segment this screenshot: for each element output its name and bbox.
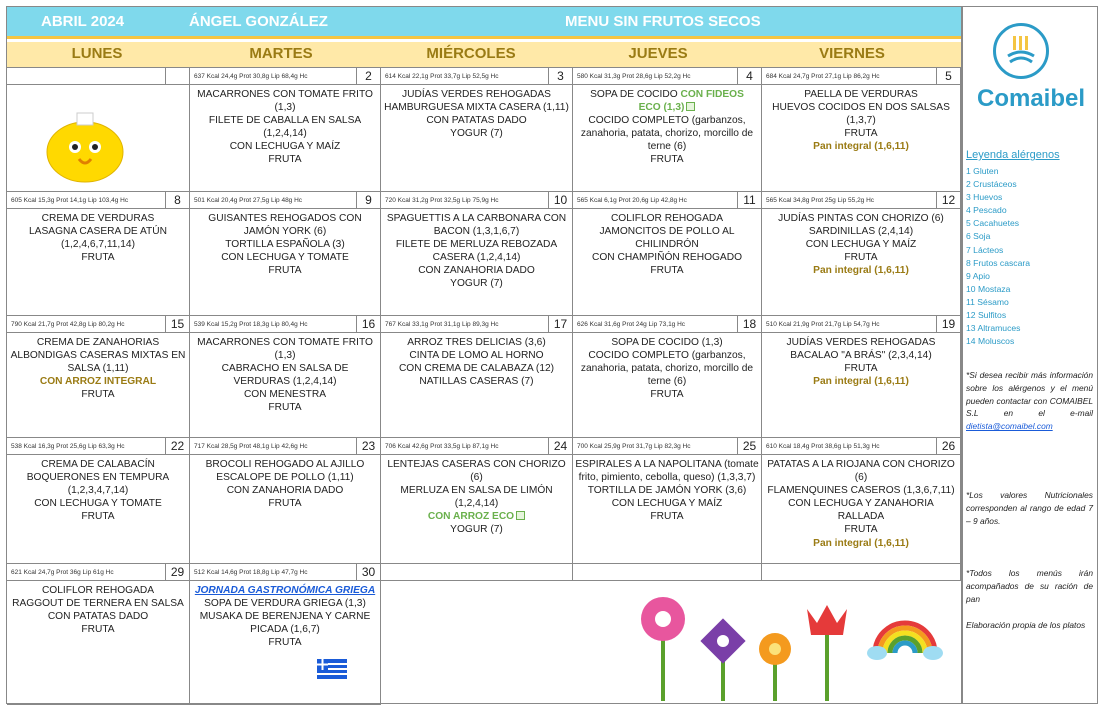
menu-line: LENTEJAS CASERAS CON CHORIZO (6) xyxy=(387,459,566,484)
empty-day-cell xyxy=(573,564,762,581)
nutrition-info: 580 Kcal 31,3g Prot 28,6g Lip 52,2g Hc xyxy=(573,68,738,85)
menu-line: MACARRONES CON TOMATE FRITO (1,3) xyxy=(197,89,373,114)
menu-line: JORNADA GASTRONÓMICA GRIEGA xyxy=(194,585,376,596)
allergen-item: 4 Pescado xyxy=(966,205,1007,216)
bread-note: *Todos los menús irán acompañados de su ración de pan xyxy=(966,568,1093,604)
day-cell xyxy=(190,192,381,316)
menu-line: PAELLA DE VERDURAS xyxy=(804,89,918,100)
menu-line: ARROZ TRES DELICIAS (3,6) xyxy=(407,337,546,348)
day-number: 18 xyxy=(737,316,761,333)
menu-calendar xyxy=(6,6,962,704)
menu-line: FRUTA xyxy=(268,402,302,414)
menu-line: FRUTA xyxy=(268,265,302,277)
homemade-note: Elaboración propia de los platos xyxy=(966,620,1086,630)
nutrition-info: 626 Kcal 31,6g Prot 24g Lip 73,1g Hc xyxy=(573,316,738,333)
menu-line: FRUTA xyxy=(268,498,302,510)
nutrition-info: 610 Kcal 18,4g Prot 38,6g Lip 51,3g Hc xyxy=(762,438,937,455)
email-link[interactable]: dietista@comaibel.com xyxy=(966,421,1053,432)
allergen-item: 11 Sésamo xyxy=(966,296,1009,307)
menu-line: PATATAS A LA RIOJANA CON CHORIZO (6) xyxy=(767,459,955,484)
menu-line: CON CREMA DE CALABAZA (12) xyxy=(398,363,555,375)
menu-line: CON MENESTRA xyxy=(243,389,327,401)
menu-line: CREMA DE ZANAHORIAS xyxy=(36,337,160,348)
allergen-item: 1 Gluten xyxy=(966,166,999,176)
day-cell xyxy=(762,438,961,564)
menu-line: CABRACHO EN SALSA DE VERDURAS (1,2,4,14) xyxy=(221,363,349,388)
day-cell xyxy=(381,316,573,438)
menu-line: FRUTA xyxy=(81,389,115,401)
menu-line: CON LECHUGA Y MAÍZ xyxy=(229,141,341,153)
allergen-item: 3 Huevos xyxy=(966,192,1003,203)
day-cell xyxy=(7,438,190,564)
menu-line: CON ARROZ INTEGRAL xyxy=(39,376,157,388)
day-number: 26 xyxy=(936,438,960,455)
menu-line: FRUTA xyxy=(844,128,878,140)
menu-line: ESCALOPE DE POLLO (1,11) xyxy=(216,472,354,484)
day-number: 10 xyxy=(548,192,572,209)
empty-day-cell xyxy=(381,564,573,581)
menu-line: FILETE DE CABALLA EN SALSA (1,2,4,14) xyxy=(208,115,362,140)
menu-line: SOPA DE VERDURA GRIEGA (1,3) xyxy=(204,598,366,610)
allergen-item: 5 Cacahuetes xyxy=(966,218,1020,229)
day-cell xyxy=(381,68,573,192)
menu-line: FRUTA xyxy=(844,363,878,375)
empty-day-cell xyxy=(762,564,961,581)
menu-line: FRUTA xyxy=(268,637,302,649)
menu-line: SARDINILLAS (2,4,14) xyxy=(808,226,914,238)
day-monday: LUNES xyxy=(71,45,123,62)
day-cell xyxy=(190,438,381,564)
menu-line: CON ZANAHORIA DADO xyxy=(418,265,535,277)
day-number: 3 xyxy=(548,68,572,85)
day-number: 25 xyxy=(737,438,761,455)
day-cell xyxy=(573,192,762,316)
menu-items xyxy=(764,88,958,153)
menu-line: SPAGUETTIS A LA CARBONARA CON BACON (1,3,1,6,7) xyxy=(386,213,567,238)
legend-title: Leyenda alérgenos xyxy=(966,149,1060,161)
day-number: 12 xyxy=(936,192,960,209)
allergen-item: 7 Lácteos xyxy=(966,244,1004,255)
allergen-item: 14 Moluscos xyxy=(966,336,1015,347)
greek-flag-icon xyxy=(317,659,347,679)
menu-line: CON LECHUGA Y TOMATE xyxy=(34,498,162,510)
day-cell xyxy=(7,192,190,316)
flowers-illustration xyxy=(635,591,855,703)
menu-line: MACARRONES CON TOMATE FRITO (1,3) xyxy=(197,337,373,362)
menu-line: FRUTA xyxy=(844,524,878,536)
menu-line: RAGGOUT DE TERNERA EN SALSA xyxy=(12,598,184,610)
menu-items xyxy=(764,212,958,277)
menu-line: FRUTA xyxy=(81,624,115,636)
menu-line: COLIFLOR REHOGADA xyxy=(41,585,155,596)
menu-line: JUDÍAS VERDES REHOGADAS xyxy=(402,89,551,100)
menu-items xyxy=(383,212,570,291)
menu-line: FRUTA xyxy=(650,154,684,166)
menu-items xyxy=(383,336,570,388)
day-number: 4 xyxy=(737,68,761,85)
brand-name: Comaibel xyxy=(976,85,1086,112)
day-number: 23 xyxy=(356,438,380,455)
allergen-item: 6 Soja xyxy=(966,231,991,242)
nutrition-info: 637 Kcal 24,4g Prot 30,8g Lip 68,4g Hc xyxy=(190,68,357,85)
menu-line: GUISANTES REHOGADOS CON JAMÓN YORK (6) xyxy=(208,213,362,238)
eco-highlight: CON FIDEOS xyxy=(680,89,744,100)
menu-line: JUDÍAS PINTAS CON CHORIZO (6) xyxy=(778,213,944,224)
menu-items xyxy=(9,212,187,264)
day-number: 24 xyxy=(548,438,572,455)
menu-line: MUSAKA DE BERENJENA Y CARNE PICADA (1,6,7) xyxy=(199,611,371,636)
menu-items xyxy=(192,458,378,510)
day-number: 11 xyxy=(737,192,761,209)
menu-line: BROCOLI REHOGADO AL AJILLO xyxy=(205,459,365,470)
allergen-item: 9 Apio xyxy=(966,270,990,281)
menu-type: MENU SIN FRUTOS SECOS xyxy=(565,13,761,30)
menu-line: Pan integral (1,6,11) xyxy=(813,141,909,153)
menu-line: ECO (1,3) xyxy=(575,101,759,114)
nutrition-info: 700 Kcal 25,9g Prot 31,7g Lip 82,3g Hc xyxy=(573,438,738,455)
menu-line: BACALAO "A BRÁS" (2,3,4,14) xyxy=(790,350,932,362)
menu-items xyxy=(192,212,378,277)
chick-illustration xyxy=(35,107,135,187)
day-number: 15 xyxy=(165,316,189,333)
menu-items xyxy=(9,336,187,401)
day-number: 22 xyxy=(165,438,189,455)
nutrition-info: 565 Kcal 34,8g Prot 25g Lip 55,2g Hc xyxy=(762,192,937,209)
school-name: ÁNGEL GONZÁLEZ xyxy=(189,13,328,30)
day-number: 16 xyxy=(356,316,380,333)
menu-line: HAMBURGUESA MIXTA CASERA (1,11) xyxy=(384,102,569,114)
menu-items xyxy=(764,336,958,388)
menu-line: CINTA DE LOMO AL HORNO xyxy=(409,350,544,362)
menu-line: CREMA DE VERDURAS xyxy=(41,213,155,224)
eco-leaf-icon xyxy=(516,511,525,520)
nutrition-note: *Los valores Nutricionales corresponden al rango de edad 7 – 9 años. xyxy=(966,490,1093,526)
menu-line: FILETE DE MERLUZA REBOZADA CASERA (1,2,4,14) xyxy=(395,239,558,264)
menu-line: FRUTA xyxy=(650,265,684,277)
menu-line: CON PATATAS DADO xyxy=(426,115,527,127)
day-wednesday: MIÉRCOLES xyxy=(426,45,516,62)
day-cell xyxy=(381,438,573,564)
menu-line: CON LECHUGA Y MAÍZ xyxy=(611,498,723,510)
menu-line: LASAGNA CASERA DE ATÚN (1,2,4,6,7,11,14) xyxy=(29,226,167,251)
day-cell xyxy=(573,438,762,564)
menu-line: FRUTA xyxy=(650,511,684,523)
nutrition-info: 706 Kcal 42,6g Prot 33,5g Lip 87,1g Hc xyxy=(381,438,549,455)
menu-line: SOPA DE COCIDO (1,3) xyxy=(611,337,723,348)
menu-line: JUDÍAS VERDES REHOGADAS xyxy=(786,337,936,348)
nutrition-info: 767 Kcal 33,1g Prot 31,1g Lip 89,3g Hc xyxy=(381,316,549,333)
title-bar xyxy=(7,7,961,39)
menu-line: SOPA DE COCIDO CON FIDEOS xyxy=(590,89,744,100)
day-cell xyxy=(7,316,190,438)
day-cell xyxy=(190,564,381,705)
menu-items xyxy=(383,458,570,537)
menu-items xyxy=(192,584,378,649)
day-cell xyxy=(190,316,381,438)
menu-items xyxy=(575,212,759,277)
menu-line: TORTILLA DE JAMÓN YORK (3,6) xyxy=(587,485,747,497)
menu-line: ESPIRALES A LA NAPOLITANA (tomate frito, pimiento, cebolla, queso) (1,3,3,7) xyxy=(575,459,759,484)
allergen-item: 10 Mostaza xyxy=(966,283,1011,294)
menu-items xyxy=(764,458,958,550)
menu-items xyxy=(9,584,187,636)
menu-line: FRUTA xyxy=(268,154,302,166)
nutrition-info: 790 Kcal 21,7g Prot 42,8g Lip 80,2g Hc xyxy=(7,316,166,333)
day-cell xyxy=(381,192,573,316)
menu-line: TORTILLA ESPAÑOLA (3) xyxy=(225,239,345,251)
rainbow-illustration xyxy=(867,603,943,663)
menu-items xyxy=(575,336,759,401)
menu-line: JAMONCITOS DE POLLO AL CHILINDRÓN xyxy=(599,226,735,251)
menu-line: FRUTA xyxy=(81,252,115,264)
day-cell xyxy=(190,68,381,192)
nutrition-info xyxy=(7,68,166,85)
menu-items xyxy=(575,88,759,167)
menu-line: ALBONDIGAS CASERAS MIXTAS EN SALSA (1,11) xyxy=(10,350,186,375)
menu-line: FRUTA xyxy=(81,511,115,523)
day-cell xyxy=(762,192,961,316)
menu-items xyxy=(192,336,378,415)
menu-line: FRUTA xyxy=(844,252,878,264)
menu-line: Pan integral (1,6,11) xyxy=(813,376,909,388)
nutrition-info: 565 Kcal 6,1g Prot 20,6g Lip 42,8g Hc xyxy=(573,192,738,209)
menu-line: HUEVOS COCIDOS EN DOS SALSAS (1,3,7) xyxy=(772,102,950,127)
menu-line: COCIDO COMPLETO (garbanzos, zanahoria, patata, chorizo, morcillo de terne (6) xyxy=(580,350,754,388)
nutrition-info: 684 Kcal 24,7g Prot 27,1g Lip 86,2g Hc xyxy=(762,68,937,85)
day-number: 5 xyxy=(936,68,960,85)
menu-line: CON LECHUGA Y MAÍZ xyxy=(805,239,917,251)
day-friday: VIERNES xyxy=(819,45,885,62)
menu-line: CON CHAMPIÑÓN REHOGADO xyxy=(592,252,742,264)
eco-leaf-icon xyxy=(686,102,695,111)
day-cell xyxy=(762,68,961,192)
day-number: 9 xyxy=(356,192,380,209)
day-thursday: JUEVES xyxy=(628,45,688,62)
day-number: 17 xyxy=(548,316,572,333)
month-label: ABRIL 2024 xyxy=(41,13,125,30)
contact-note: *Si desea recibir más información sobre los alérgenos y el menú pueden contactar con COMAIBEL S.L en el e-mail dietista@comaibel.com xyxy=(966,370,1093,432)
menu-items xyxy=(575,458,759,523)
day-number xyxy=(165,68,189,85)
allergen-item: 12 Sulfitos xyxy=(966,310,1007,321)
weekday-header xyxy=(7,42,961,68)
menu-items xyxy=(9,458,187,523)
menu-line: CREMA DE CALABACÍN xyxy=(41,459,155,470)
menu-items xyxy=(383,88,570,140)
menu-line: BOQUERONES EN TEMPURA (1,2,3,4,7,14) xyxy=(26,472,170,497)
nutrition-info: 538 Kcal 16,3g Prot 25,6g Lip 63,3g Hc xyxy=(7,438,166,455)
menu-line: COLIFLOR REHOGADA xyxy=(610,213,724,224)
day-tuesday: MARTES xyxy=(249,45,313,62)
day-cell xyxy=(573,68,762,192)
nutrition-info: 512 Kcal 14,6g Prot 18,8g Lip 47,7g Hc xyxy=(190,564,357,581)
menu-line: YOGUR (7) xyxy=(450,128,503,140)
allergen-item: 13 Altramuces xyxy=(966,323,1021,334)
menu-line: CON LECHUGA Y ZANAHORIA RALLADA xyxy=(788,498,934,523)
nutrition-info: 717 Kcal 28,5g Prot 48,1g Lip 42,6g Hc xyxy=(190,438,357,455)
nutrition-info: 501 Kcal 20,4g Prot 27,5g Lip 48g Hc xyxy=(190,192,357,209)
day-cell xyxy=(7,564,190,705)
menu-line: NATILLAS CASERAS (7) xyxy=(419,376,534,388)
day-number: 30 xyxy=(356,564,380,581)
day-number: 2 xyxy=(356,68,380,85)
menu-line: CON PATATAS DADO xyxy=(47,611,149,623)
day-cell xyxy=(573,316,762,438)
menu-line: Pan integral (1,6,11) xyxy=(813,537,909,549)
nutrition-info: 621 Kcal 24,7g Prot 36g Lip 61g Hc xyxy=(7,564,166,581)
menu-line: CON ZANAHORIA DADO xyxy=(226,485,344,497)
day-number: 19 xyxy=(936,316,960,333)
menu-line: CON LECHUGA Y TOMATE xyxy=(221,252,349,264)
nutrition-info: 605 Kcal 15,3g Prot 14,1g Lip 103,4g Hc xyxy=(7,192,166,209)
comaibel-logo-icon xyxy=(993,23,1049,79)
allergen-item: 8 Frutos cascara xyxy=(966,257,1030,268)
menu-line: Pan integral (1,6,11) xyxy=(813,265,909,277)
menu-items xyxy=(192,88,378,167)
menu-line: FLAMENQUINES CASEROS (1,3,6,7,11) xyxy=(767,485,955,497)
day-cell xyxy=(762,316,961,438)
day-number: 8 xyxy=(165,192,189,209)
allergen-item: 2 Crustáceos xyxy=(966,179,1017,190)
menu-line: YOGUR (7) xyxy=(450,278,503,290)
day-number: 29 xyxy=(165,564,189,581)
nutrition-info: 614 Kcal 22,1g Prot 33,7g Lip 52,5g Hc xyxy=(381,68,549,85)
menu-line: YOGUR (7) xyxy=(450,524,503,536)
nutrition-info: 539 Kcal 15,2g Prot 18,3g Lip 80,4g Hc xyxy=(190,316,357,333)
nutrition-info: 720 Kcal 31,2g Prot 32,5g Lip 75,9g Hc xyxy=(381,192,549,209)
allergen-legend xyxy=(966,165,1030,348)
menu-line: FRUTA xyxy=(650,389,684,401)
menu-line: COCIDO COMPLETO (garbanzos, zanahoria, patata, chorizo, morcillo de terne (6) xyxy=(580,115,754,153)
menu-line: CON ARROZ ECO xyxy=(383,510,570,523)
nutrition-info: 510 Kcal 21,9g Prot 21,7g Lip 54,7g Hc xyxy=(762,316,937,333)
sidebar xyxy=(962,6,1098,704)
menu-line: MERLUZA EN SALSA DE LIMÓN (1,2,4,14) xyxy=(400,485,553,510)
